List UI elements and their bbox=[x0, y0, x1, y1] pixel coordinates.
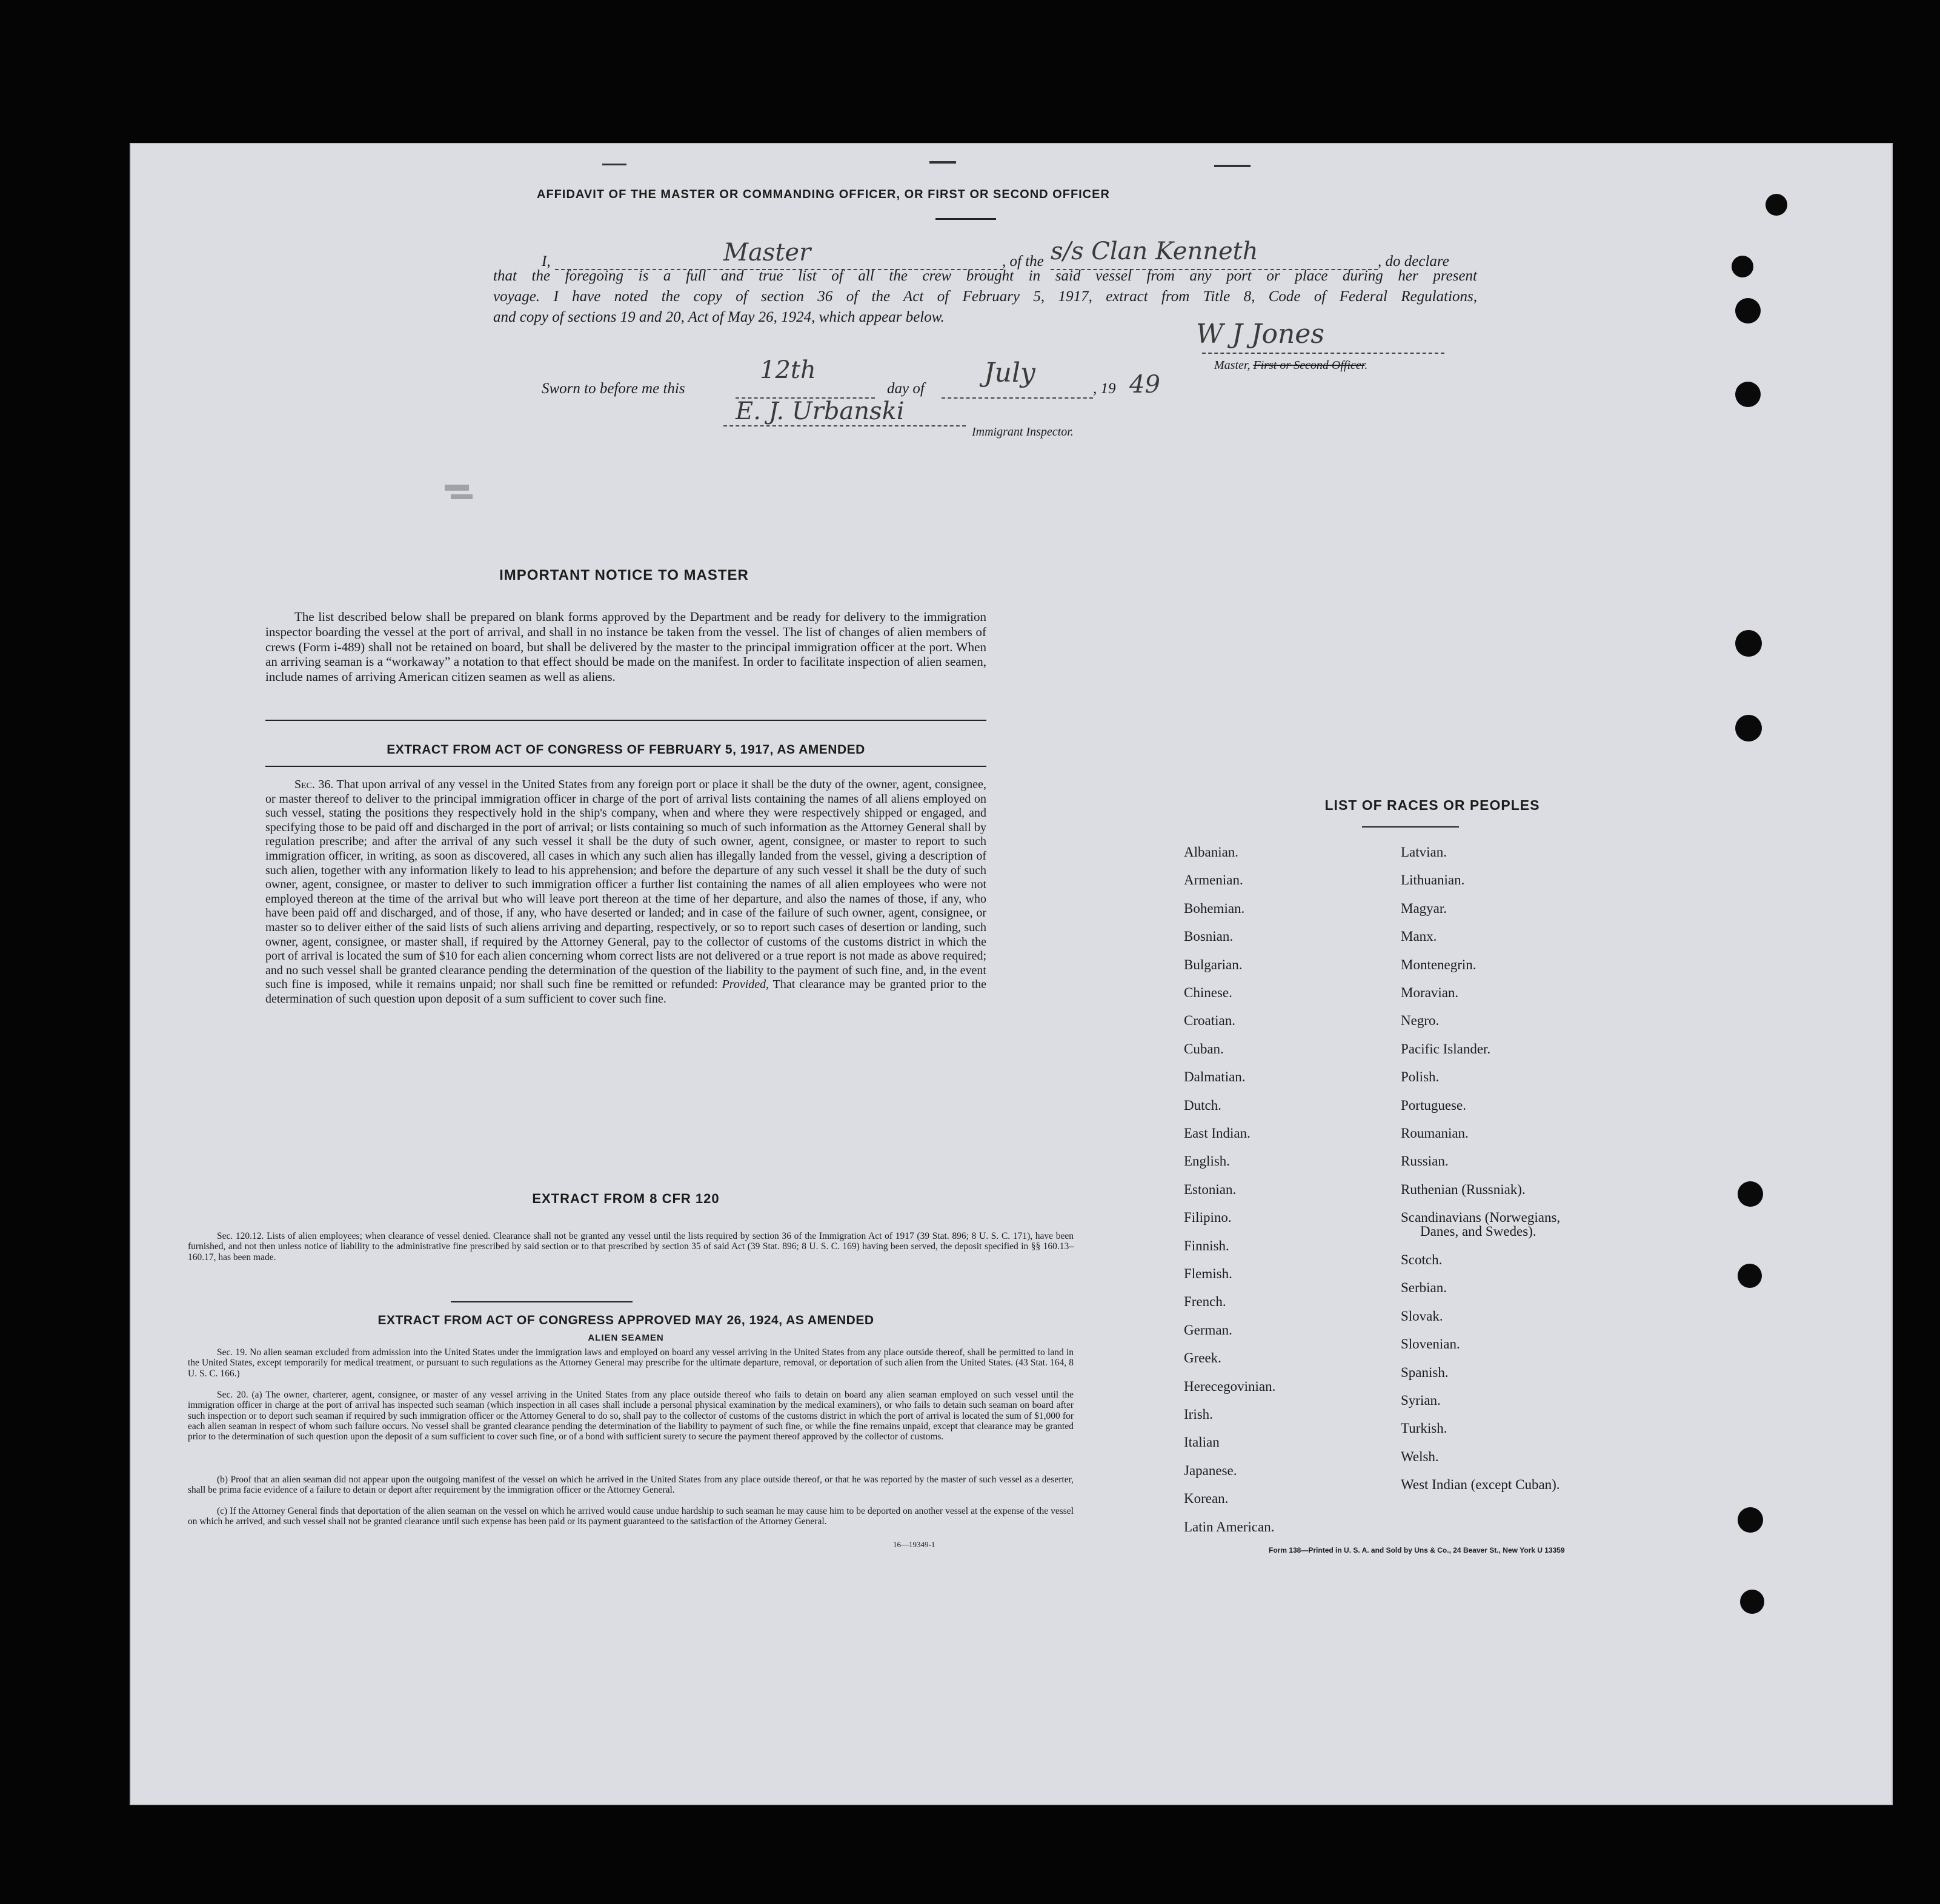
print-mark bbox=[1214, 165, 1251, 167]
race-item: Manx. bbox=[1401, 929, 1437, 944]
declarant-label: I, bbox=[542, 253, 551, 270]
race-item: Roumanian. bbox=[1401, 1126, 1469, 1141]
print-mark bbox=[602, 164, 626, 165]
binding-hole bbox=[1735, 715, 1762, 741]
inspector-label: Immigrant Inspector. bbox=[972, 425, 1074, 439]
of-the-label: , of the bbox=[1002, 253, 1044, 270]
sec36-body-end: That clearance may be granted prior to the determination of such question upon deposit of a sum sufficient to cover such fine. bbox=[265, 978, 987, 1006]
sec20b-body: (b) Proof that an alien seaman did not appear upon the outgoing manifest of the vessel on which he arrived in the United States from any place outside thereof, or that he was reported by the master of such vessel as a deserter, shall be prima facie evidence of a failure to detain or deport after requirement by the immigration officer or the Attorney General. bbox=[188, 1474, 1074, 1496]
race-item: West Indian (except Cuban). bbox=[1401, 1477, 1560, 1492]
declaration-body-3: and copy of sections 19 and 20, Act of May 26, 1924, which appear below. bbox=[493, 309, 945, 325]
race-item: German. bbox=[1184, 1322, 1232, 1338]
declare-label: , do declare bbox=[1378, 253, 1449, 270]
year-handwriting: 49 bbox=[1129, 371, 1160, 399]
race-item: Lithuanian. bbox=[1401, 872, 1465, 887]
race-item: English. bbox=[1184, 1153, 1231, 1169]
race-item: Finnish. bbox=[1184, 1238, 1229, 1253]
declarant-handwriting: Master bbox=[723, 239, 811, 267]
race-item: Pacific Islander. bbox=[1401, 1041, 1491, 1056]
binding-hole bbox=[1735, 382, 1761, 407]
provided-label: Provided, bbox=[722, 978, 769, 992]
day-of-label: day of bbox=[887, 380, 925, 397]
race-item: Armenian. bbox=[1184, 872, 1243, 887]
race-item: Cuban. bbox=[1184, 1041, 1224, 1056]
signature-caption-end: . bbox=[1364, 359, 1368, 372]
race-item: Turkish. bbox=[1401, 1421, 1447, 1436]
form-footer: Form 138—Printed in U. S. A. and Sold by Uns & Co., 24 Beaver St., New York U 13359 bbox=[1269, 1546, 1565, 1554]
race-item: Greek. bbox=[1184, 1350, 1221, 1365]
vessel-handwriting: s/s Clan Kenneth bbox=[1051, 237, 1258, 265]
declaration-body-1: that the foregoing is a full and true list of all the crew brought in said vessel from any port or place during her present bbox=[493, 268, 1477, 284]
extract-1924-title: EXTRACT FROM ACT OF CONGRESS APPROVED MAY 26, 1924, AS AMENDED bbox=[377, 1313, 874, 1327]
race-item: Filipino. bbox=[1184, 1210, 1232, 1225]
divider bbox=[935, 218, 996, 220]
faint-stamp bbox=[451, 494, 473, 499]
extract-1917-body bbox=[265, 778, 986, 1007]
race-item: Slovak. bbox=[1401, 1309, 1443, 1324]
affidavit-title: AFFIDAVIT OF THE MASTER OR COMMANDING OFFICER, OR FIRST OR SECOND OFFICER bbox=[537, 188, 1110, 201]
inspector-signature: E. J. Urbanski bbox=[736, 397, 905, 425]
race-item: East Indian. bbox=[1184, 1126, 1251, 1141]
race-item: Spanish. bbox=[1401, 1365, 1449, 1380]
binding-hole bbox=[1738, 1264, 1762, 1288]
binding-hole bbox=[1766, 194, 1787, 216]
race-item: Flemish. bbox=[1184, 1266, 1232, 1281]
binding-hole bbox=[1740, 1590, 1764, 1614]
year-prefix: , 19 bbox=[1093, 380, 1116, 397]
race-item: Italian bbox=[1184, 1435, 1220, 1450]
race-item: Moravian. bbox=[1401, 985, 1459, 1000]
divider bbox=[265, 766, 986, 767]
race-item: Danes, and Swedes). bbox=[1420, 1224, 1536, 1239]
notice-body: The list described below shall be prepared on blank forms approved by the Department and be ready for delivery to the immigration inspector boarding the vessel at the port of arrival, and shall in no instance be taken from the vessel. The list of changes of alien members of crews (Form i-489) shall not be retained on board, but shall be delivered by the master to the principal immigration officer at the port. When an arriving seaman is a “workaway” a notation to that effect should be made on the manifest. In order to facilitate inspection of alien seamen, include names of arriving American citizen seamen as well as aliens. bbox=[265, 609, 986, 685]
sec20c-body: (c) If the Attorney General finds that deportation of the alien seaman on the vessel on which he arrived would cause undue hardship to such seaman he may cause him to be deported on another vessel at the expense of the vessel on which he arrived, and such vessel shall not be granted clearance until such expense has been paid or its payment guaranteed to the satisfaction of the Attorney General. bbox=[188, 1506, 1074, 1527]
notice-title: IMPORTANT NOTICE TO MASTER bbox=[499, 567, 749, 583]
extract-1924-subtitle: ALIEN SEAMEN bbox=[588, 1333, 664, 1343]
binding-hole bbox=[1732, 256, 1753, 277]
divider bbox=[1362, 826, 1459, 828]
race-item: Korean. bbox=[1184, 1491, 1229, 1506]
race-item: Bohemian. bbox=[1184, 901, 1245, 916]
race-item: Welsh. bbox=[1401, 1449, 1439, 1464]
race-item: Montenegrin. bbox=[1401, 957, 1477, 972]
extract-cfr-body: Sec. 120.12. Lists of alien employees; when clearance of vessel denied. Clearance shall not be granted any vessel until the lists required by section 36 of the Immigration Act of 1917 (39 Stat. 896; 8 U. S. C. 171), have been furnished, and not then unless notice of liability to the administrative fine prescribed by said section or to that prescribed by section 35 of said Act (39 Stat. 896; 8 U. S. C. 169) having been served, the deposit specified in §§ 160.13–160.17, has been made. bbox=[188, 1231, 1074, 1262]
declaration-body-2: voyage. I have noted the copy of section 36 of the Act of February 5, 1917, extract from Title 8, Code of Federal Regulations, bbox=[493, 288, 1477, 305]
race-item: Irish. bbox=[1184, 1407, 1213, 1422]
sec19-body: Sec. 19. No alien seaman excluded from admission into the United States under the immigration laws and employed on board any vessel arriving in the United States from any place outside thereof, shall be permitted to land in the United States, except temporarily for medical treatment, or pursuant to such regulations as the Attorney General may prescribe for the ultimate departure, removal, or deportation of such alien from the United States. (43 Stat. 164, 8 U. S. C. 166.) bbox=[188, 1347, 1074, 1379]
race-item: Bosnian. bbox=[1184, 929, 1234, 944]
race-item: Slovenian. bbox=[1401, 1336, 1460, 1352]
race-item: Ruthenian (Russniak). bbox=[1401, 1182, 1526, 1197]
race-item: Syrian. bbox=[1401, 1393, 1441, 1408]
binding-hole bbox=[1738, 1181, 1763, 1207]
race-item: Latin American. bbox=[1184, 1519, 1275, 1534]
race-item: Magyar. bbox=[1401, 901, 1447, 916]
races-title: LIST OF RACES OR PEOPLES bbox=[1324, 797, 1540, 813]
signature-caption-officer: First or Second Officer bbox=[1253, 359, 1365, 372]
race-item: Dutch. bbox=[1184, 1098, 1221, 1113]
sec36-label: Sec. 36. bbox=[294, 778, 334, 791]
race-item: Serbian. bbox=[1401, 1280, 1447, 1295]
race-item: Scandinavians (Norwegians, bbox=[1401, 1210, 1561, 1225]
divider bbox=[451, 1301, 633, 1302]
master-signature: W J Jones bbox=[1196, 319, 1324, 350]
divider bbox=[265, 720, 986, 721]
form-code: 16—19349-1 bbox=[893, 1540, 935, 1549]
sec36-body: That upon arrival of any vessel in the United States from any foreign port or place it shall be the duty of the owner, agent, consignee, or master thereof to deliver to the principal immigration officer in charge of the port of arrival lists containing the names of all aliens employed on such vessel, stating the positions they respectively hold in the ship's company, when and where they were respectively shipped or engaged, and specifying those to be paid off and discharged in the port of arrival; or lists containing so much of such information as the Attorney General shall by regulation prescribe; and after the arrival of any such vessel it shall be the duty of such owner, agent, consignee, or master to report to such immigration officer, in writing, as soon as discovered, all cases in which any such alien has illegally landed from the vessel, giving a description of such alien, together with any information likely to lead to his apprehension; and before the departure of any such vessel it shall be the duty of such owner, agent, consignee, or master to deliver to such immigration officer a further list containing the names of all alien employees who were not employed thereon at the time of the arrival but who will leave port thereon at the time of her departure, and also the names of those, if any, who have been paid off and discharged, and of those, if any, who have deserted or landed; and in case of the failure of such owner, agent, consignee, or master so to deliver either of the said lists of such aliens arriving and departing, respectively, or so to report such cases of desertion or landing, such owner, agent, consignee, or master shall, if required by the Attorney General, pay to the collector of customs of the customs district in which the port of arrival is located the sum of $10 for each alien concerning whom correct lists are not delivered or a true report is not made as above required; and no such vessel shall be granted clearance pending the determination of the question of the liability to the payment of such fine, and, in the event such fine is imposed, while it remains unpaid; nor shall such fine be remitted or refunded: bbox=[265, 778, 986, 992]
sworn-day-handwriting: 12th bbox=[760, 356, 816, 384]
race-item: Negro. bbox=[1401, 1013, 1440, 1028]
print-mark bbox=[929, 161, 956, 164]
race-item: Chinese. bbox=[1184, 985, 1232, 1000]
race-item: Scotch. bbox=[1401, 1252, 1443, 1267]
race-item: Russian. bbox=[1401, 1153, 1449, 1169]
sworn-label: Sworn to before me this bbox=[542, 380, 685, 397]
sec20a-body: Sec. 20. (a) The owner, charterer, agent, consignee, or master of any vessel arriving in the United States from any place outside thereof who fails to detain on board any alien seaman employed on such vessel until the immigration officer in charge at the port of arrival has inspected such seaman (which inspection in all cases shall include a personal physical examination by the medical examiners), or who fails to detain such seaman on board after such inspection or to deport such seaman if required by such immigration officer or the Attorney General to do so, shall pay to the collector of customs of the customs district in which the port of arrival is located the sum of $1,000 for each alien seaman in respect of whom such failure occurs. No vessel shall be granted clearance pending the determination of the liability to payment of such fine, or while the fine remains unpaid, except that clearance may be granted prior to the determination of such question upon the deposit of a sum sufficient to cover such fine, or of a bond with sufficient surety to secure the payment thereof approved by the collector of customs. bbox=[188, 1390, 1074, 1442]
document-page bbox=[130, 143, 1893, 1805]
binding-hole bbox=[1738, 1507, 1763, 1533]
race-item: Herecegovinian. bbox=[1184, 1379, 1276, 1394]
race-item: Bulgarian. bbox=[1184, 957, 1243, 972]
race-item: Portuguese. bbox=[1401, 1098, 1466, 1113]
faint-stamp bbox=[445, 485, 469, 491]
race-item: French. bbox=[1184, 1294, 1226, 1309]
extract-1917-title: EXTRACT FROM ACT OF CONGRESS OF FEBRUARY 5, 1917, AS AMENDED bbox=[387, 743, 865, 757]
race-item: Japanese. bbox=[1184, 1463, 1237, 1478]
signature-caption-master: Master, bbox=[1214, 359, 1254, 372]
race-item: Polish. bbox=[1401, 1069, 1440, 1084]
binding-hole bbox=[1735, 298, 1761, 323]
race-item: Albanian. bbox=[1184, 844, 1239, 860]
signature-line bbox=[1202, 351, 1444, 354]
race-item: Dalmatian. bbox=[1184, 1069, 1246, 1084]
race-item: Croatian. bbox=[1184, 1013, 1235, 1028]
signature-caption bbox=[1214, 359, 1367, 373]
binding-hole bbox=[1735, 630, 1762, 657]
race-item: Estonian. bbox=[1184, 1182, 1237, 1197]
extract-cfr-title: EXTRACT FROM 8 CFR 120 bbox=[532, 1191, 720, 1206]
race-item: Latvian. bbox=[1401, 844, 1447, 860]
sworn-month-handwriting: July bbox=[984, 357, 1035, 388]
